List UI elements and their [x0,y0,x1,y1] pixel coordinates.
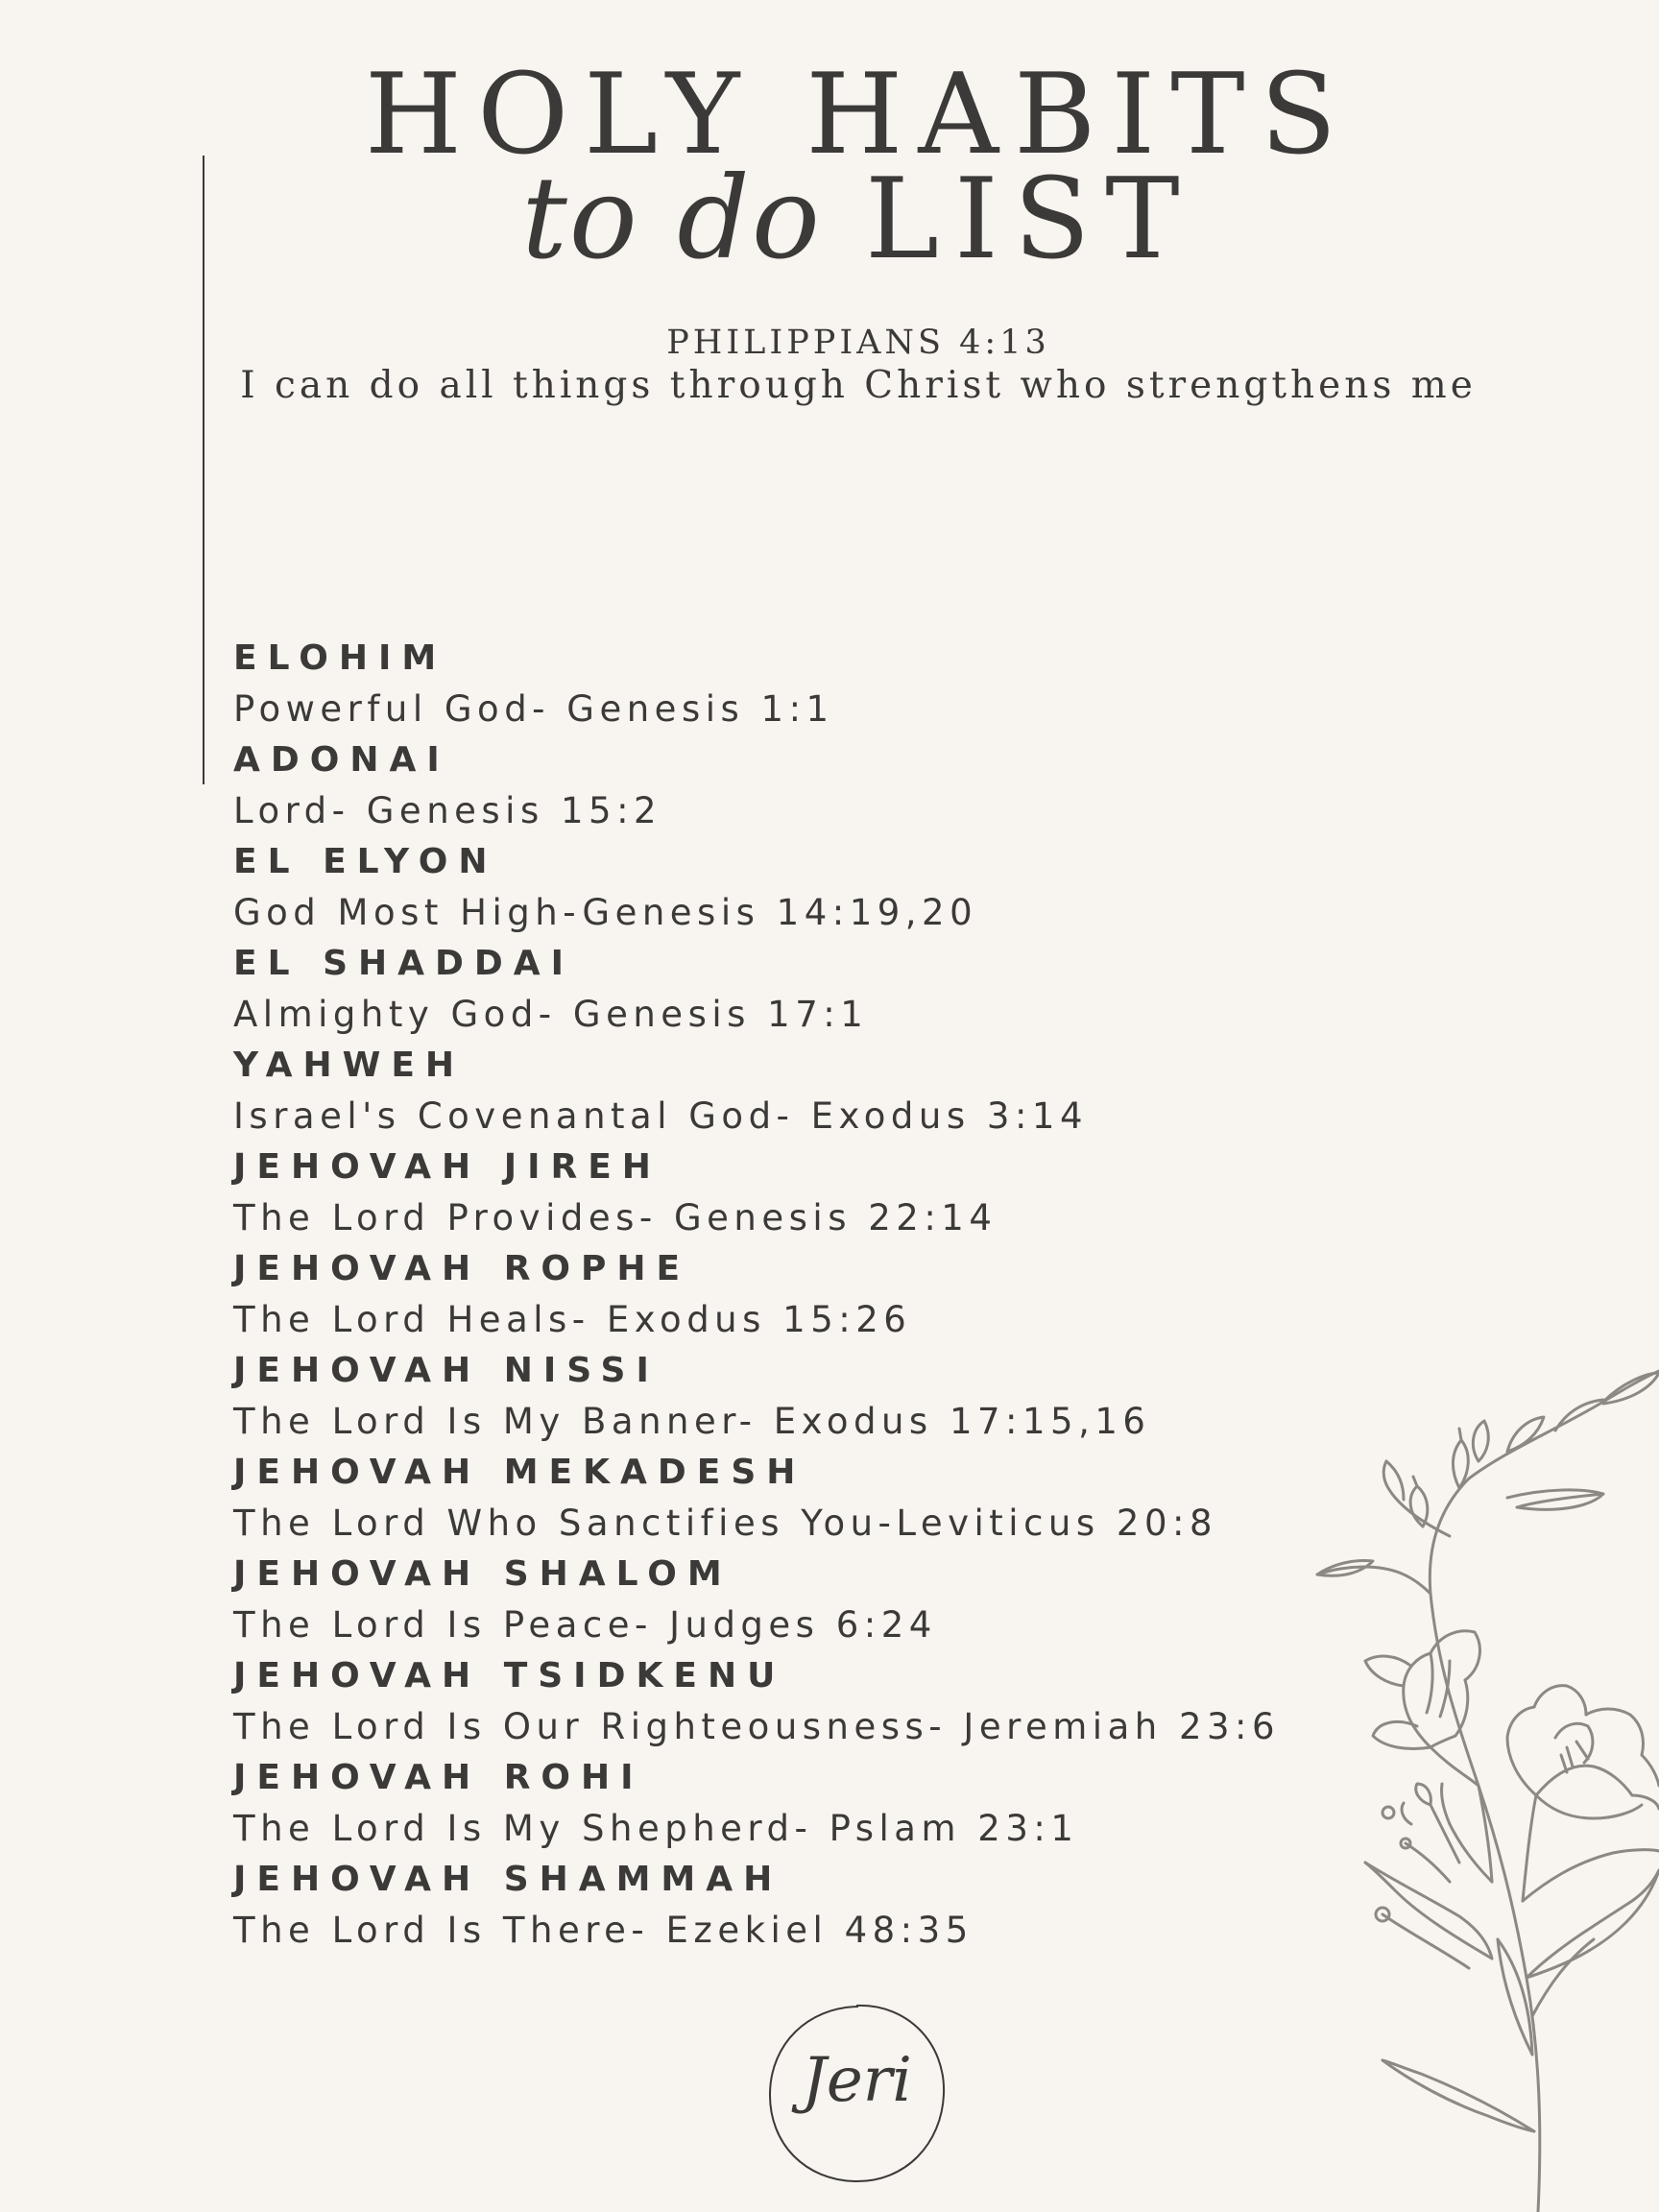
name-title: JEHOVAH JIREH [233,1147,661,1187]
name-description: The Lord Is There- Ezekiel 48:35 [233,1910,974,1951]
list-item [233,1346,1280,1448]
name-description: The Lord Provides- Genesis 22:14 [233,1197,998,1238]
name-description: The Lord Who Sanctifies You-Leviticus 20:8 [233,1503,1218,1544]
page-title-list: LIST [864,155,1195,284]
list-item [233,1142,1280,1244]
page-title-second-line [0,152,1659,284]
name-title: JEHOVAH MEKADESH [233,1453,806,1492]
name-title: EL SHADDAI [233,944,575,983]
name-title: JEHOVAH SHALOM [233,1554,733,1594]
list-item [233,1244,1280,1346]
list-item [233,1651,1280,1753]
name-description: Lord- Genesis 15:2 [233,790,662,831]
name-title: JEHOVAH TSIDKENU [233,1656,786,1695]
logo-text: Jeri [802,2045,912,2116]
name-description: Almighty God- Genesis 17:1 [233,994,869,1035]
list-item [233,735,1280,837]
list-item [233,1550,1280,1651]
name-description: The Lord Is My Banner- Exodus 17:15,16 [233,1401,1151,1442]
signature-logo [763,2000,950,2187]
verse-reference: PHILIPPIANS 4:13 [666,324,1050,362]
page-title-holy-habits: HOLY HABITS [364,50,1353,180]
name-title: JEHOVAH ROHI [233,1758,644,1797]
page-title-script: to do [521,152,822,284]
list-item [233,1753,1280,1855]
list-item [233,1448,1280,1550]
name-title: ELOHIM [233,638,447,678]
names-of-god-list [233,634,1280,1957]
name-description: Powerful God- Genesis 1:1 [233,688,834,730]
name-description: God Most High-Genesis 14:19,20 [233,892,978,933]
list-item [233,634,1280,735]
name-title: EL ELYON [233,842,498,881]
list-item [233,939,1280,1041]
name-title: JEHOVAH NISSI [233,1351,660,1390]
list-item [233,1855,1280,1957]
name-title: JEHOVAH SHAMMAH [233,1860,783,1899]
list-item [233,837,1280,939]
verse-text: I can do all things through Christ who strengthens me [240,364,1477,407]
name-description: Israel's Covenantal God- Exodus 3:14 [233,1095,1088,1137]
name-description: The Lord Is My Shepherd- Pslam 23:1 [233,1808,1079,1849]
name-description: The Lord Heals- Exodus 15:26 [233,1299,912,1340]
name-title: ADONAI [233,740,450,780]
name-title: YAHWEH [233,1046,466,1085]
name-description: The Lord Is Our Righteousness- Jeremiah 23:6 [233,1706,1281,1747]
floral-branch-icon [1315,1344,1659,2212]
name-title: JEHOVAH ROPHE [233,1249,691,1288]
name-description: The Lord Is Peace- Judges 6:24 [233,1604,937,1646]
list-item [233,1041,1280,1142]
